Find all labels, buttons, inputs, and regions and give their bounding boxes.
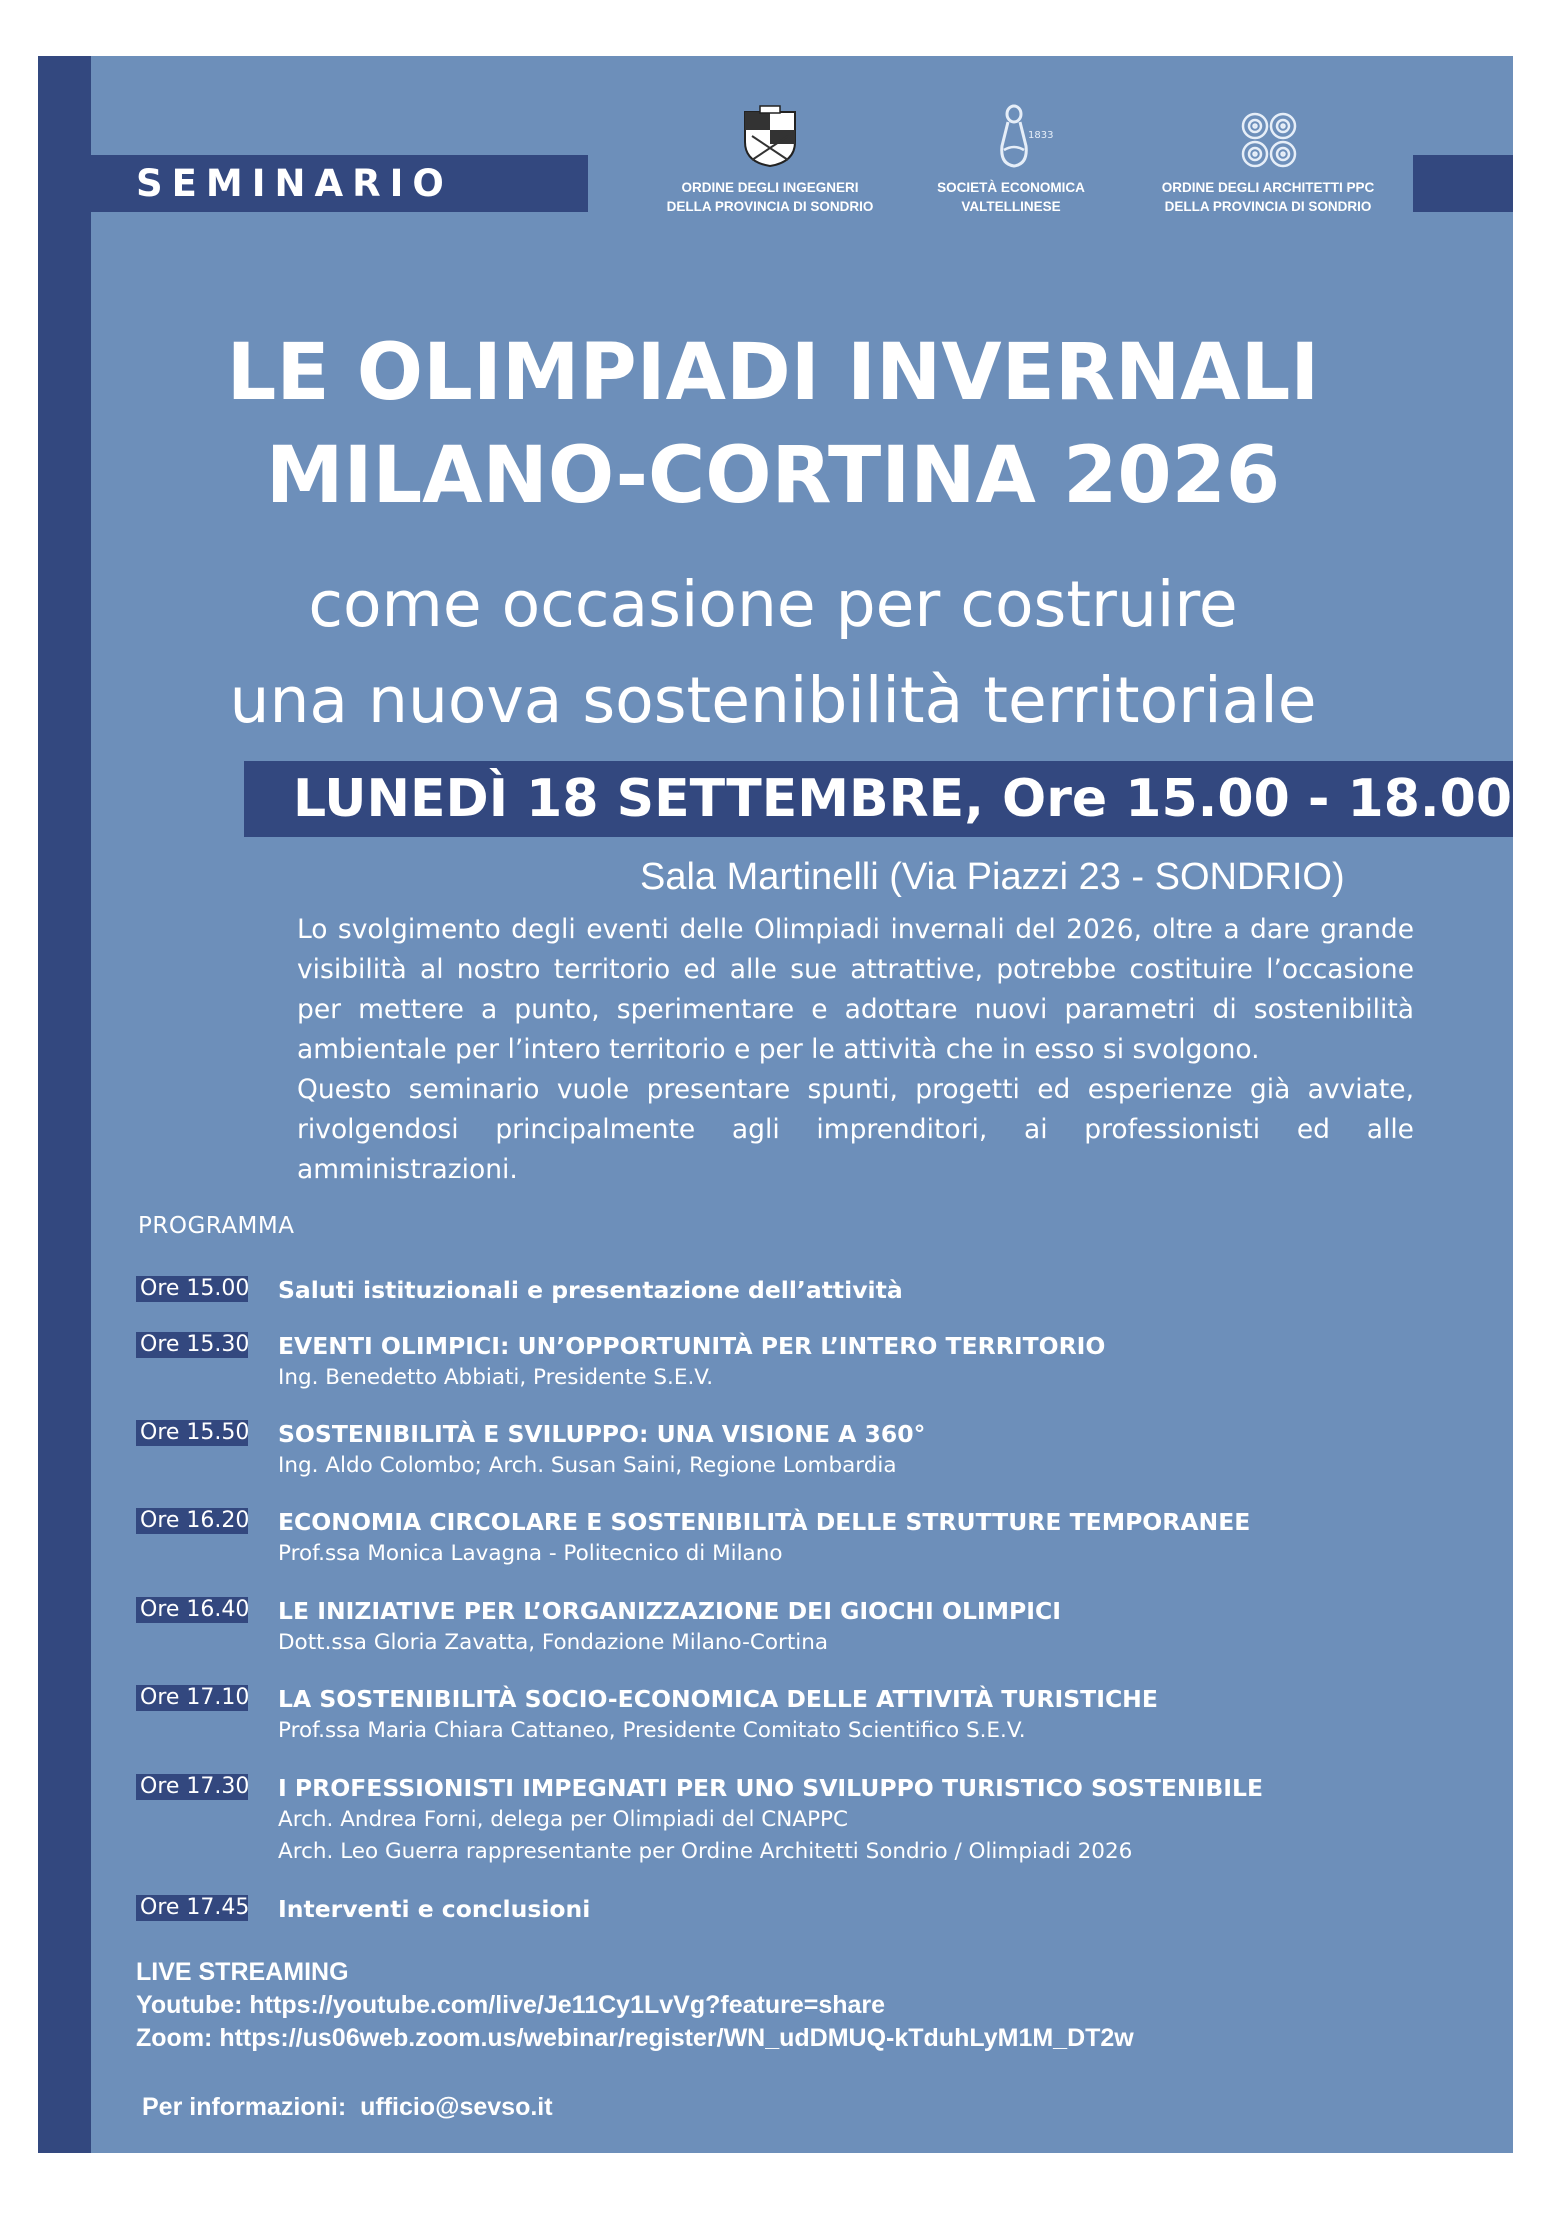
logo-caption-line: DELLA PROVINCIA DI SONDRIO	[666, 199, 874, 214]
time-badge: Ore 15.00	[136, 1276, 248, 1302]
program-title: ECONOMIA CIRCOLARE E SOSTENIBILITÀ DELLE STRUTTURE TEMPORANEE	[278, 1508, 1251, 1536]
program-speaker: Ing. Aldo Colombo; Arch. Susan Saini, Regione Lombardia	[278, 1453, 897, 1478]
youtube-link[interactable]: Youtube: https://youtube.com/live/Je11Cy1LvVg?feature=share	[136, 1991, 886, 2019]
program-title: EVENTI OLIMPICI: UN’OPPORTUNITÀ PER L’INTERO TERRITORIO	[278, 1332, 1106, 1360]
spiral-emblem-icon	[1238, 110, 1300, 170]
event-venue: Sala Martinelli (Via Piazzi 23 - SONDRIO)	[640, 856, 1345, 898]
main-title	[91, 322, 1455, 528]
program-speaker: Prof.ssa Maria Chiara Cattaneo, Presidente Comitato Scientifico S.E.V.	[278, 1718, 1026, 1743]
flask-emblem-icon	[984, 104, 1054, 170]
live-streaming-block	[136, 1956, 1134, 2055]
time-badge: Ore 17.10	[136, 1685, 248, 1711]
program-speaker: Arch. Leo Guerra rappresentante per Ordine Architetti Sondrio / Olimpiadi 2026	[278, 1839, 1133, 1864]
subtitle-line-1: come occasione per costruire	[308, 568, 1238, 641]
program-title: SOSTENIBILITÀ E SVILUPPO: UNA VISIONE A 360°	[278, 1420, 926, 1448]
logo-caption-line: ORDINE DEGLI INGEGNERI	[681, 180, 859, 195]
right-accent-stub	[1413, 155, 1513, 212]
coat-of-arms-icon	[740, 106, 800, 168]
program-speaker: Arch. Andrea Forni, delega per Olimpiadi del CNAPPC	[278, 1807, 849, 1832]
info-line	[142, 2090, 553, 2124]
streaming-heading: LIVE STREAMING	[136, 1958, 349, 1986]
time-badge: Ore 15.30	[136, 1332, 248, 1358]
time-badge: Ore 17.45	[136, 1895, 248, 1921]
zoom-link[interactable]: Zoom: https://us06web.zoom.us/webinar/register/WN_udDMUQ-kTduhLyM1M_DT2w	[136, 2024, 1134, 2052]
logo-caption-line: ORDINE DEGLI ARCHITETTI PPC	[1161, 180, 1375, 195]
program-title: Interventi e conclusioni	[278, 1895, 591, 1923]
logo-caption-line: SOCIETÀ ECONOMICA	[937, 180, 1085, 195]
seminario-label: SEMINARIO	[136, 162, 453, 205]
subtitle-line-2: una nuova sostenibilità territoriale	[229, 664, 1317, 737]
logo-caption-line: VALTELLINESE	[961, 199, 1061, 214]
event-date: LUNEDÌ 18 SETTEMBRE, Ore 15.00 - 18.00	[293, 769, 1513, 829]
intro-paragraph-1: Lo svolgimento degli eventi delle Olimpiadi invernali del 2026, oltre a dare grande visibilità al nostro territorio ed alle sue attrattive, potrebbe costituire l’occasione per mettere a punto, sperimentare e adottare nuovi parametri di sostenibilità ambientale per l’intero territorio e per le attività che in esso si svolgono.	[297, 914, 1414, 1065]
program-speaker: Ing. Benedetto Abbiati, Presidente S.E.V.	[278, 1365, 714, 1390]
time-badge: Ore 15.50	[136, 1420, 248, 1446]
intro-paragraph-2: Questo seminario vuole presentare spunti, progetti ed esperienze già avviate, rivolgendosi principalmente agli imprenditori, ai professionisti ed alle amministrazioni.	[297, 1074, 1414, 1185]
logo-societa-economica	[984, 104, 1054, 174]
intro-text	[297, 910, 1414, 1190]
time-badge: Ore 16.40	[136, 1597, 248, 1623]
program-speaker: Dott.ssa Gloria Zavatta, Fondazione Milano-Cortina	[278, 1630, 829, 1655]
time-badge: Ore 16.20	[136, 1508, 248, 1534]
title-line-2: MILANO-CORTINA 2026	[265, 431, 1281, 521]
logo-ordine-ingegneri	[740, 106, 800, 176]
title-line-1: LE OLIMPIADI INVERNALI	[226, 328, 1320, 418]
logo-ordine-architetti	[1238, 110, 1300, 172]
program-title: LE INIZIATIVE PER L’ORGANIZZAZIONE DEI GIOCHI OLIMPICI	[278, 1597, 1062, 1625]
info-label: Per informazioni:	[142, 2093, 347, 2121]
info-email[interactable]: ufficio@sevso.it	[360, 2093, 553, 2121]
program-title: I PROFESSIONISTI IMPEGNATI PER UNO SVILUPPO TURISTICO SOSTENIBILE	[278, 1774, 1264, 1802]
program-label: PROGRAMMA	[138, 1213, 295, 1239]
subtitle	[91, 557, 1455, 749]
logo-caption-line: DELLA PROVINCIA DI SONDRIO	[1164, 199, 1372, 214]
program-speaker: Prof.ssa Monica Lavagna - Politecnico di Milano	[278, 1541, 783, 1566]
time-badge: Ore 17.30	[136, 1774, 248, 1800]
left-accent-bar	[38, 56, 91, 2153]
svg-text:1833: 1833	[1028, 130, 1054, 141]
program-title: LA SOSTENIBILITÀ SOCIO-ECONOMICA DELLE ATTIVITÀ TURISTICHE	[278, 1685, 1158, 1713]
program-title: Saluti istituzionali e presentazione dell’attività	[278, 1276, 903, 1304]
